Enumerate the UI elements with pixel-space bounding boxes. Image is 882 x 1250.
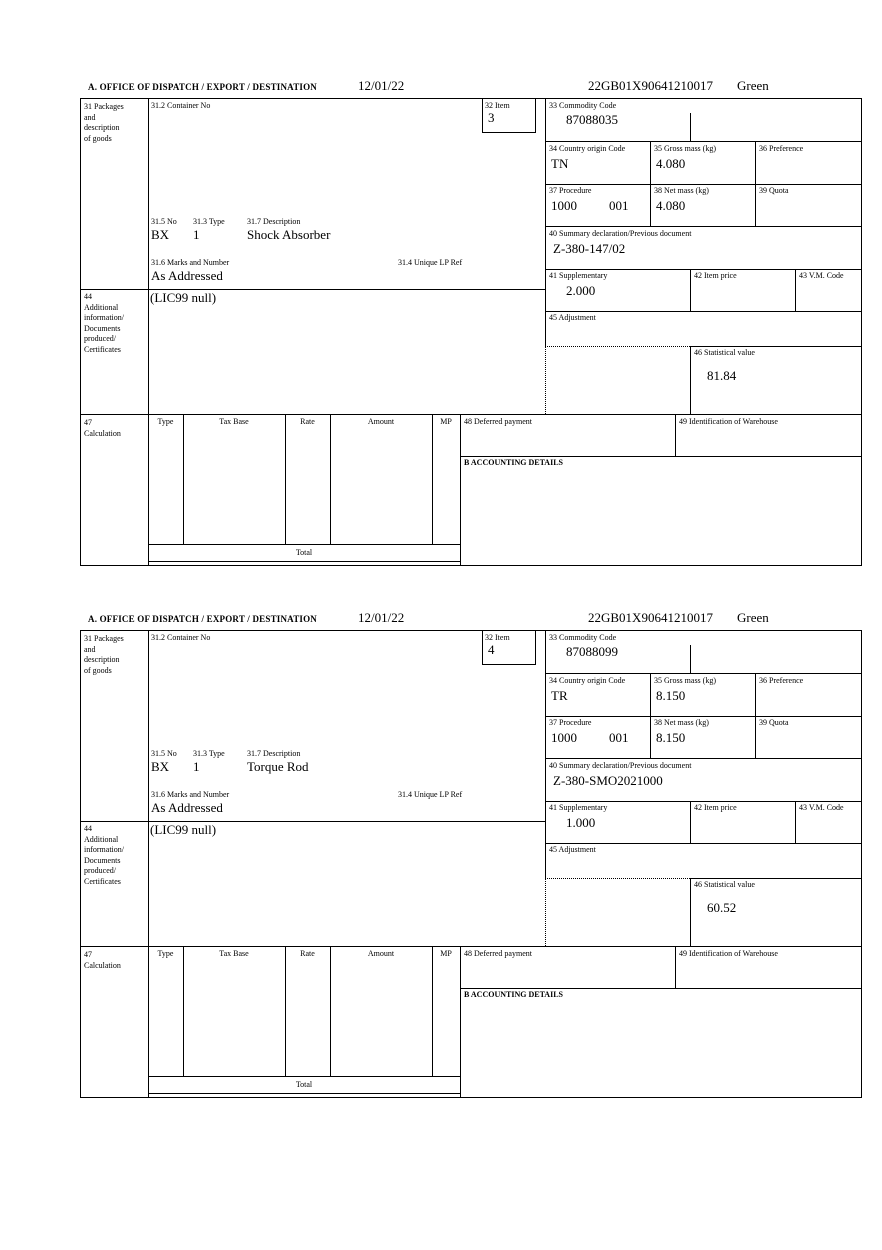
adjustment-bottom-dotted	[545, 878, 690, 879]
col-divider-41-42	[690, 269, 691, 311]
calc-divider-4	[432, 946, 433, 1076]
calc-divider-2	[285, 946, 286, 1076]
vm-code-label: 43 V.M. Code	[799, 271, 844, 280]
package-no-label: 31.5 No	[151, 749, 177, 758]
packages-label-line: and	[84, 644, 96, 654]
col-divider-34-35	[650, 673, 651, 758]
procedure-value-2: 001	[609, 198, 629, 213]
marks-value: As Addressed	[151, 800, 223, 815]
marks-label: 31.6 Marks and Number	[151, 258, 230, 267]
additional-info-label-line: 44	[84, 292, 92, 301]
calculation-label	[84, 418, 148, 439]
row-line-37	[545, 226, 861, 227]
summary-declaration-value: Z-380-147/02	[553, 241, 626, 256]
calc-header-amount: Amount	[367, 949, 395, 958]
col-divider-34-35	[650, 141, 651, 226]
additional-info-label-line: Documents	[84, 323, 121, 333]
adjustment-label: 45 Adjustment	[549, 845, 596, 854]
gross-mass-label: 35 Gross mass (kg)	[654, 144, 716, 153]
additional-info-label-line: information/	[84, 313, 124, 322]
procedure-label: 37 Procedure	[549, 186, 592, 195]
calc-divider-1	[183, 414, 184, 544]
container-no-label: 31.2 Container No	[151, 633, 211, 642]
row-line-34	[545, 184, 861, 185]
packages-label	[84, 634, 148, 676]
row-line-37	[545, 758, 861, 759]
calc-header-mp: MP	[440, 417, 452, 426]
country-origin-label: 34 Country origin Code	[549, 144, 626, 153]
total-row-bottom-line	[148, 1093, 460, 1094]
procedure-value-1: 1000	[551, 730, 577, 745]
packages-label-line: of goods	[84, 665, 112, 675]
summary-declaration-value: Z-380-SMO2021000	[553, 773, 663, 788]
form-grid	[80, 630, 862, 1098]
declaration-item-block-1	[80, 78, 862, 570]
country-origin-value: TR	[551, 688, 568, 703]
calculation-label	[84, 950, 148, 971]
procedure-value-1: 1000	[551, 198, 577, 213]
calc-header-type: Type	[157, 417, 174, 426]
box46-top-line	[690, 878, 861, 879]
col-divider-35-36	[755, 673, 756, 758]
row-line-33	[545, 141, 861, 142]
commodity-code-tick	[690, 113, 691, 141]
calculation-label-line: 47	[84, 950, 92, 959]
packages-label	[84, 102, 148, 144]
box46-left-line	[690, 346, 691, 414]
dispatch-date-value: 12/01/22	[358, 78, 405, 93]
calculation-label-line: Calculation	[84, 960, 121, 970]
package-no-value: BX	[151, 227, 170, 242]
col-divider-48-49	[675, 946, 676, 988]
description-label: 31.7 Description	[247, 749, 301, 758]
routing-status-value: Green	[737, 78, 769, 93]
calc-header-tax-base: Tax Base	[219, 417, 249, 426]
adjustment-bottom-dotted	[545, 346, 690, 347]
gross-mass-value: 8.150	[656, 688, 686, 703]
warehouse-id-label: 49 Identification of Warehouse	[679, 417, 778, 426]
packages-label-line: description	[84, 123, 120, 132]
declaration-reference-value: 22GB01X90641210017	[588, 610, 713, 625]
quota-label: 39 Quota	[759, 186, 789, 195]
commodity-code-label: 33 Commodity Code	[549, 633, 617, 642]
calculation-top-line	[81, 946, 861, 947]
warehouse-id-label: 49 Identification of Warehouse	[679, 949, 778, 958]
item-price-label: 42 Item price	[694, 271, 737, 280]
package-no-value: BX	[151, 759, 170, 774]
middle-divider	[545, 99, 546, 346]
vm-code-label: 43 V.M. Code	[799, 803, 844, 812]
commodity-code-label: 33 Commodity Code	[549, 101, 617, 110]
additional-info-value: (LIC99 null)	[150, 290, 217, 305]
supplementary-value: 1.000	[566, 815, 596, 830]
middle-divider-dotted	[545, 878, 546, 946]
statistical-value: 81.84	[707, 368, 737, 383]
country-origin-value: TN	[551, 156, 569, 171]
procedure-value-2: 001	[609, 730, 629, 745]
additional-info-value: (LIC99 null)	[150, 822, 217, 837]
packages-label-line: 31 Packages	[84, 102, 124, 111]
calc-header-mp: MP	[440, 949, 452, 958]
middle-divider-dotted	[545, 346, 546, 414]
office-of-dispatch-label: A. OFFICE OF DISPATCH / EXPORT / DESTINATION	[88, 614, 318, 624]
description-label: 31.7 Description	[247, 217, 301, 226]
row-line-41	[545, 843, 861, 844]
calc-right-divider	[460, 414, 461, 565]
additional-info-label-line: Certificates	[84, 876, 121, 886]
statistical-value: 60.52	[707, 900, 737, 915]
form-grid	[80, 98, 862, 566]
deferred-payment-label: 48 Deferred payment	[464, 949, 532, 958]
additional-info-label	[84, 824, 148, 887]
total-row-top-line	[148, 1076, 460, 1077]
additional-info-label-line: Certificates	[84, 344, 121, 354]
item-label: 32 Item	[485, 101, 510, 110]
item-price-label: 42 Item price	[694, 803, 737, 812]
calc-total-label: Total	[295, 548, 313, 557]
additional-info-label-line: produced/	[84, 334, 116, 343]
quota-label: 39 Quota	[759, 718, 789, 727]
country-origin-label: 34 Country origin Code	[549, 676, 626, 685]
calc-divider-3	[330, 414, 331, 544]
dispatch-date-value: 12/01/22	[358, 610, 405, 625]
preference-label: 36 Preference	[759, 144, 804, 153]
unique-lp-ref-label: 31.4 Unique LP Ref	[398, 790, 463, 799]
calc-header-rate: Rate	[300, 949, 315, 958]
packages-label-line: description	[84, 655, 120, 664]
commodity-code-tick	[690, 645, 691, 673]
accounting-top-line	[460, 988, 861, 989]
summary-declaration-label: 40 Summary declaration/Previous document	[549, 229, 692, 238]
calc-total-label: Total	[295, 1080, 313, 1089]
package-type-label: 31.3 Type	[193, 749, 225, 758]
additional-info-label-line: Additional	[84, 834, 119, 844]
additional-info-label	[84, 292, 148, 355]
net-mass-value: 4.080	[656, 198, 686, 213]
left-column-divider	[148, 99, 149, 565]
supplementary-label: 41 Supplementary	[549, 271, 608, 280]
calc-header-tax-base: Tax Base	[219, 949, 249, 958]
calc-divider-3	[330, 946, 331, 1076]
item-label: 32 Item	[485, 633, 510, 642]
preference-label: 36 Preference	[759, 676, 804, 685]
declaration-reference-value: 22GB01X90641210017	[588, 78, 713, 93]
statistical-value-label: 46 Statistical value	[694, 880, 755, 889]
net-mass-value: 8.150	[656, 730, 686, 745]
additional-info-label-line: 44	[84, 824, 92, 833]
adjustment-label: 45 Adjustment	[549, 313, 596, 322]
col-divider-42-43	[795, 801, 796, 843]
commodity-code-value: 87088099	[566, 644, 618, 659]
marks-label: 31.6 Marks and Number	[151, 790, 230, 799]
calc-divider-1	[183, 946, 184, 1076]
routing-status-value: Green	[737, 610, 769, 625]
box46-top-line	[690, 346, 861, 347]
packages-label-line: of goods	[84, 133, 112, 143]
additional-info-label-line: produced/	[84, 866, 116, 875]
item-number-value: 3	[488, 110, 495, 125]
col-divider-42-43	[795, 269, 796, 311]
row-line-41	[545, 311, 861, 312]
calculation-label-line: 47	[84, 418, 92, 427]
accounting-details-label: B ACCOUNTING DETAILS	[464, 990, 563, 999]
net-mass-label: 38 Net mass (kg)	[654, 718, 709, 727]
supplementary-label: 41 Supplementary	[549, 803, 608, 812]
middle-divider	[545, 631, 546, 878]
total-row-bottom-line	[148, 561, 460, 562]
deferred-payment-label: 48 Deferred payment	[464, 417, 532, 426]
package-type-value: 1	[193, 227, 200, 242]
package-no-label: 31.5 No	[151, 217, 177, 226]
calculation-top-line	[81, 414, 861, 415]
declaration-item-block-2	[80, 610, 862, 1102]
row-line-40	[545, 269, 861, 270]
procedure-label: 37 Procedure	[549, 718, 592, 727]
net-mass-label: 38 Net mass (kg)	[654, 186, 709, 195]
unique-lp-ref-label: 31.4 Unique LP Ref	[398, 258, 463, 267]
accounting-top-line	[460, 456, 861, 457]
summary-declaration-label: 40 Summary declaration/Previous document	[549, 761, 692, 770]
accounting-details-label: B ACCOUNTING DETAILS	[464, 458, 563, 467]
row-line-40	[545, 801, 861, 802]
packages-label-line: 31 Packages	[84, 634, 124, 643]
col-divider-35-36	[755, 141, 756, 226]
row-line-34	[545, 716, 861, 717]
col-divider-48-49	[675, 414, 676, 456]
supplementary-value: 2.000	[566, 283, 596, 298]
office-of-dispatch-label: A. OFFICE OF DISPATCH / EXPORT / DESTINATION	[88, 82, 318, 92]
additional-info-label-line: Additional	[84, 302, 119, 312]
goods-description-value: Shock Absorber	[247, 227, 331, 242]
gross-mass-value: 4.080	[656, 156, 686, 171]
item-number-value: 4	[488, 642, 495, 657]
row-line-33	[545, 673, 861, 674]
marks-value: As Addressed	[151, 268, 223, 283]
calc-divider-2	[285, 414, 286, 544]
additional-info-label-line: information/	[84, 845, 124, 854]
statistical-value-label: 46 Statistical value	[694, 348, 755, 357]
calc-header-rate: Rate	[300, 417, 315, 426]
calc-header-type: Type	[157, 949, 174, 958]
calculation-label-line: Calculation	[84, 428, 121, 438]
packages-label-line: and	[84, 112, 96, 122]
commodity-code-value: 87088035	[566, 112, 618, 127]
additional-info-label-line: Documents	[84, 855, 121, 865]
calc-divider-4	[432, 414, 433, 544]
package-type-label: 31.3 Type	[193, 217, 225, 226]
left-column-divider	[148, 631, 149, 1097]
gross-mass-label: 35 Gross mass (kg)	[654, 676, 716, 685]
container-no-label: 31.2 Container No	[151, 101, 211, 110]
goods-description-value: Torque Rod	[247, 759, 309, 774]
col-divider-41-42	[690, 801, 691, 843]
box46-left-line	[690, 878, 691, 946]
package-type-value: 1	[193, 759, 200, 774]
total-row-top-line	[148, 544, 460, 545]
calc-right-divider	[460, 946, 461, 1097]
calc-header-amount: Amount	[367, 417, 395, 426]
